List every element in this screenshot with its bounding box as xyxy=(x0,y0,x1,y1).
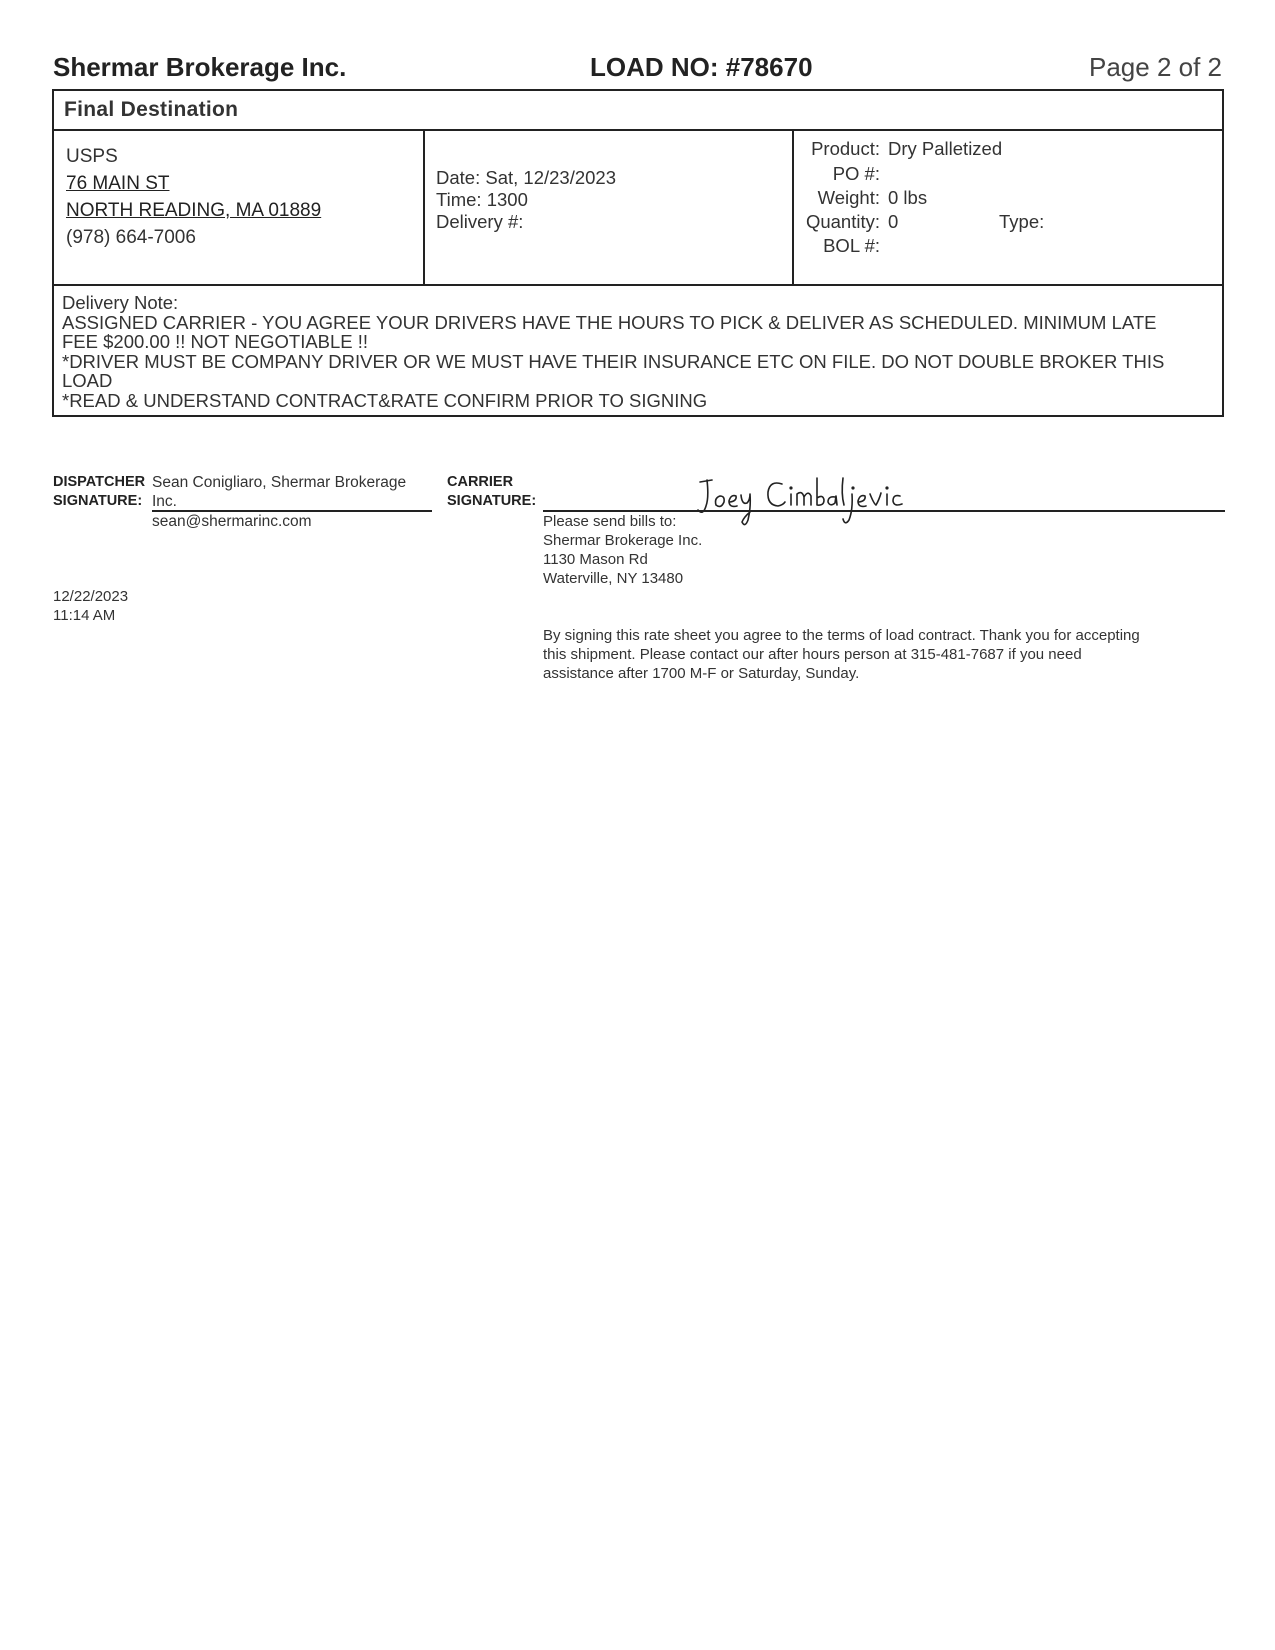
delivery-schedule xyxy=(436,167,616,233)
billing-address xyxy=(543,512,702,588)
dispatcher-time: 11:14 AM xyxy=(53,607,116,624)
destination-street: 76 MAIN ST xyxy=(66,173,170,194)
load-number: LOAD NO: #78670 xyxy=(590,52,813,82)
dispatcher-label-line: SIGNATURE: xyxy=(53,493,143,509)
carrier-label-line: SIGNATURE: xyxy=(447,493,537,509)
product-label: Product: xyxy=(811,138,880,159)
quantity-label: Quantity: xyxy=(805,211,880,232)
row-divider xyxy=(54,284,1222,286)
delivery-date: Date: Sat, 12/23/2023 xyxy=(436,167,616,188)
weight-label: Weight: xyxy=(817,187,880,208)
weight-value: 0 lbs xyxy=(888,187,928,208)
delivery-note-line: *DRIVER MUST BE COMPANY DRIVER OR WE MUST HAVE THEIR INSURANCE ETC ON FILE. DO NOT DOUBLE BROKER THIS xyxy=(62,350,1165,372)
dispatcher-name-line: Inc. xyxy=(152,493,177,510)
destination-address xyxy=(66,143,321,251)
carrier-label-line: CARRIER xyxy=(447,474,514,490)
carrier-signature-label xyxy=(447,473,536,511)
page-indicator: Page 2 of 2 xyxy=(1089,52,1222,82)
terms-line: this shipment. Please contact our after hours person at 315-481-7687 if you need xyxy=(543,646,1082,663)
destination-city: NORTH READING, MA 01889 xyxy=(66,200,322,221)
billing-line: 1130 Mason Rd xyxy=(543,551,648,568)
column-divider xyxy=(423,131,425,286)
delivery-note-line: LOAD xyxy=(62,370,113,391)
billing-line: Shermar Brokerage Inc. xyxy=(543,532,703,549)
dispatcher-email: sean@shermarinc.com xyxy=(152,513,312,530)
final-destination-box xyxy=(52,89,1224,417)
delivery-number: Delivery #: xyxy=(436,211,524,232)
dispatcher-date: 12/22/2023 xyxy=(53,588,129,605)
dispatcher-signature-label xyxy=(53,473,145,511)
carrier-signature-image xyxy=(690,472,940,534)
quantity-value: 0 xyxy=(888,211,899,232)
dispatcher-name-line: Sean Conigliaro, Shermar Brokerage xyxy=(152,474,407,491)
dispatcher-label-line: DISPATCHER xyxy=(53,474,146,490)
terms-line: assistance after 1700 M-F or Saturday, Sunday. xyxy=(543,665,860,682)
company-name: Shermar Brokerage Inc. xyxy=(53,52,347,82)
destination-name: USPS xyxy=(66,146,118,167)
delivery-note-line: *READ & UNDERSTAND CONTRACT&RATE CONFIRM PRIOR TO SIGNING xyxy=(62,389,708,411)
carrier-signature-text xyxy=(0,0,1,1)
section-title: Final Destination xyxy=(64,98,239,121)
box-title-row xyxy=(54,91,1222,131)
destination-phone: (978) 664-7006 xyxy=(66,227,196,248)
delivery-note xyxy=(62,293,1222,410)
dispatcher-name xyxy=(152,473,406,511)
terms-line: By signing this rate sheet you agree to the terms of load contract. Thank you for accepting xyxy=(543,627,1140,644)
delivery-note-line: FEE $200.00 !! NOT NEGOTIABLE !! xyxy=(62,331,369,352)
type-label: Type: xyxy=(999,211,1045,232)
delivery-note-label: Delivery Note: xyxy=(62,292,179,313)
dispatcher-timestamp xyxy=(53,587,128,625)
product-value: Dry Palletized xyxy=(888,138,1003,159)
bol-label: BOL #: xyxy=(823,235,880,256)
delivery-note-line: ASSIGNED CARRIER - YOU AGREE YOUR DRIVERS HAVE THE HOURS TO PICK & DELIVER AS SCHEDULED. MINIMUM LATE xyxy=(62,311,1157,333)
billing-line: Waterville, NY 13480 xyxy=(543,570,684,587)
po-label: PO #: xyxy=(832,163,880,184)
billing-label: Please send bills to: xyxy=(543,513,677,530)
terms-text xyxy=(543,626,1140,683)
delivery-time: Time: 1300 xyxy=(436,189,528,210)
